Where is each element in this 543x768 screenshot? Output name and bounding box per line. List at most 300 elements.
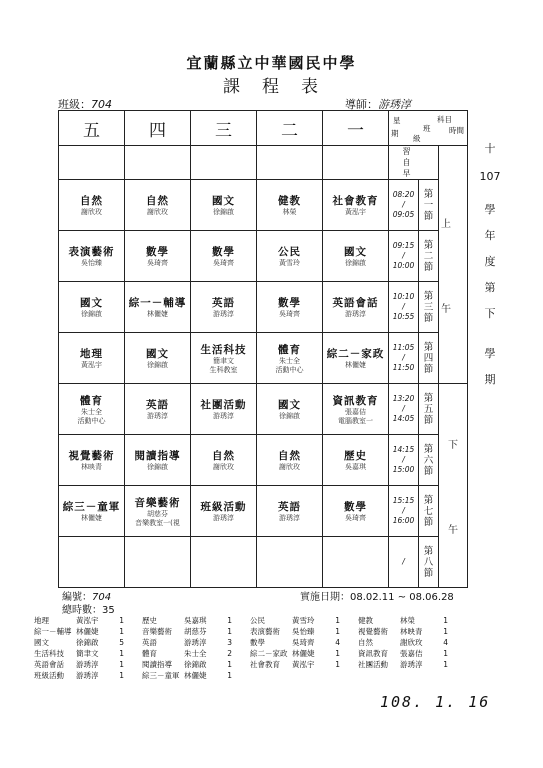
class-cell [125,231,191,282]
teacher-name: 徐錦啟 [279,412,300,420]
subject-name: 資訊教育 [332,394,379,407]
summary-subject: 綜一－輔導 [34,627,72,636]
teacher-name: 電腦教室一 [338,416,373,425]
corner-label: 期 [391,129,399,138]
summary-count: 1 [443,649,448,658]
period-char: 節 [423,312,434,324]
period-time [389,384,419,435]
time-sep: / [402,404,405,413]
class-cell [191,384,257,435]
corner-label: 級 [413,134,421,143]
summary-gap [128,615,142,626]
teacher-name: 胡慈芬 [147,509,168,518]
class-cell [323,231,389,282]
summary-subject: 數學 [250,638,265,647]
class-cell [59,384,125,435]
teacher-name: 生科教室 [209,365,238,374]
summary-teacher: 張嘉佶 [400,649,423,658]
empty-cell [257,537,323,588]
summary-subject: 生活科技 [34,649,64,658]
summary-gap [128,659,142,670]
class-cell [125,435,191,486]
summary-subject: 表演藝術 [250,627,280,636]
class-cell [125,333,191,384]
summary-subject: 英語 [142,638,157,647]
time-sep: / [402,506,405,515]
subject-name: 健教 [278,195,301,207]
subject-name: 社團活動 [200,399,247,411]
class-cell [125,384,191,435]
class-cell [191,282,257,333]
summary-teacher: 林儷婕 [76,627,99,636]
day-header: 四 [125,111,191,146]
school-year-column [478,140,502,397]
period-time [389,333,419,384]
class-cell [59,282,125,333]
summary-count: 5 [119,638,124,647]
summary-row [34,637,504,648]
period-time [389,180,419,231]
subject-name: 音樂藝術 [134,496,181,509]
summary-teacher: 林儷婕 [184,671,207,680]
summary-teacher: 吳嘉琪 [184,616,207,625]
summary-gap [236,659,250,670]
class-cell [191,435,257,486]
teacher-name: 吳怡臻 [81,259,102,267]
period-time [389,486,419,537]
subject-name: 體育 [278,343,301,356]
teacher-name: 林儷婕 [81,514,102,522]
subject-name: 數學 [146,246,169,258]
period-char: 節 [423,567,434,579]
period-char: 第 [423,239,434,251]
year-char: 期 [484,373,496,386]
summary-teacher: 林榮 [400,616,415,625]
corner-cell [389,111,468,146]
teacher-name: 林榮 [282,208,297,216]
summary-count: 1 [227,627,232,636]
subject-name: 綜三－童軍 [62,501,121,513]
summary-subject: 歷史 [142,616,157,625]
teacher-name: 黃泓宇 [345,208,366,216]
summary-count: 4 [443,638,448,647]
subject-name: 國文 [212,195,235,207]
teacher-name: 吳嘉琪 [345,463,366,471]
teacher-name: 謝欣玫 [213,463,234,471]
corner-label: 班 [423,124,431,133]
class-cell [191,486,257,537]
subject-name: 國文 [344,246,367,258]
subject-name: 自然 [212,450,235,462]
time-text: 10:10 [392,292,415,301]
teacher-name: 吳琦齊 [213,259,234,267]
summary-subject: 自然 [358,638,373,647]
year-char: 年 [484,229,496,242]
summary-count: 3 [227,638,232,647]
summary-teacher: 黃泓宇 [292,660,315,669]
summary-row [34,626,504,637]
period-char: 八 [423,556,434,568]
teacher-name: 謝欣玫 [147,208,168,216]
period-time [389,435,419,486]
footer-total [62,601,115,616]
empty-cell [191,537,257,588]
summary-gap [452,626,466,637]
subject-name: 班級活動 [200,501,247,513]
period-side-am [439,146,468,384]
summary-subject: 綜二－家政 [250,649,288,658]
year-char: 107 [479,170,501,183]
date-label: 實施日期： [300,592,350,603]
summary-count: 1 [119,627,124,636]
class-cell [191,333,257,384]
summary-teacher: 徐錦啟 [184,660,207,669]
summary-gap [128,637,142,648]
period-char: 第 [423,290,434,302]
class-cell [323,435,389,486]
summary-row [34,648,504,659]
summary-gap [128,648,142,659]
subject-name: 數學 [278,297,301,309]
class-cell [59,486,125,537]
teacher-name: 謝欣玫 [81,208,102,216]
day-header: 三 [191,111,257,146]
subject-name: 公民 [278,246,301,258]
summary-teacher: 黃泓宇 [76,616,99,625]
teacher-name: 簡聿文 [213,356,234,365]
class-cell [323,384,389,435]
time-sep: / [402,251,405,260]
summary-gap [344,615,358,626]
period-char: 節 [423,414,434,426]
subject-name: 視覺藝術 [68,450,115,462]
teacher-name: 吳琦齊 [279,310,300,318]
summary-subject: 資訊教育 [358,649,388,658]
summary-gap [344,659,358,670]
summary-gap [236,670,250,681]
day-header: 五 [59,111,125,146]
time-text: 13:20 [392,394,415,403]
teacher-name: 游琇淳 [213,412,234,420]
time-text: 15:00 [392,465,415,474]
teacher-name: 黃泓宇 [81,361,102,369]
year-char: 學 [484,203,496,216]
period-char: 七 [423,505,434,517]
time-sep: / [402,455,405,464]
class-cell [257,282,323,333]
class-cell [125,282,191,333]
teacher-name: 徐錦啟 [147,361,168,369]
teacher-name: 林儷婕 [147,310,168,318]
document-title: 課程表 [223,77,340,97]
class-cell [125,180,191,231]
summary-teacher: 徐錦啟 [76,638,99,647]
summary-count: 1 [335,616,340,625]
teacher-name: 吳琦齊 [147,259,168,267]
summary-subject: 閱讀指導 [142,660,172,669]
teacher-name: 徐錦啟 [81,310,102,318]
summary-subject: 音樂藝術 [142,627,172,636]
time-text: 16:00 [392,516,415,525]
subject-name: 自然 [278,450,301,462]
code-label: 編號： [62,592,92,603]
time-text: 09:15 [392,241,415,250]
teacher-name: 游琇淳 [147,412,168,420]
summary-teacher: 林映青 [400,627,423,636]
noon-label: 午 [441,303,465,315]
subject-name: 數學 [212,246,235,258]
subject-name: 英語 [146,399,169,411]
summary-subject: 健教 [358,616,373,625]
time-sep: / [402,353,405,362]
teacher-name: 張嘉佶 [345,407,366,416]
summary-gap [236,648,250,659]
teacher-name: 朱士全 [81,407,102,416]
pm-label: 下 [448,439,458,451]
am-label: 上 [441,218,465,230]
subject-name: 英語 [278,501,301,513]
period-char: 節 [423,516,434,528]
subject-name: 數學 [344,501,367,513]
time-text: 10:00 [392,261,415,270]
corner-label: 時間 [449,126,464,135]
morning-cell [191,146,257,180]
subject-summary [34,615,504,681]
class-cell [257,333,323,384]
period-label [419,384,439,435]
subject-name: 國文 [146,348,169,360]
class-label: 班級： [58,98,91,111]
corner-label: 星 [393,116,401,125]
period-label [419,231,439,282]
subject-name: 自然 [146,195,169,207]
date-stamp: 108. 1. 16 [380,693,491,711]
period-char: 第 [423,494,434,506]
day-header: 一 [323,111,389,146]
period-char: 二 [423,250,434,262]
period-char: 節 [423,210,434,222]
summary-teacher: 游琇淳 [184,638,207,647]
summary-subject: 社會教育 [250,660,280,669]
subject-name: 社會教育 [332,195,379,207]
empty-cell [59,537,125,588]
summary-gap [128,670,142,681]
subject-name: 生活科技 [200,343,247,356]
class-value: 704 [91,98,112,111]
subject-name: 歷史 [344,450,367,462]
summary-count: 1 [119,616,124,625]
teacher-name: 活動中心 [77,416,106,425]
period-char: 節 [423,465,434,477]
year-char: 度 [484,255,496,268]
school-name: 宜蘭縣立中華國民中學 [186,54,357,72]
summary-count: 1 [335,660,340,669]
summary-count: 1 [443,616,448,625]
class-cell [323,486,389,537]
year-char: 下 [484,307,496,320]
period-label [419,282,439,333]
pm2-label: 午 [448,524,458,536]
summary-gap [452,659,466,670]
period-char: 節 [423,261,434,273]
summary-teacher: 林儷婕 [292,649,315,658]
summary-subject: 綜三－童軍 [142,671,180,680]
class-cell [257,435,323,486]
time-text: 15:15 [392,496,415,505]
summary-subject: 國文 [34,638,49,647]
class-cell [59,435,125,486]
year-char: 十 [484,142,496,155]
summary-count: 1 [443,660,448,669]
morning-cell [125,146,191,180]
summary-row [34,670,504,681]
teacher-name: 活動中心 [275,365,304,374]
summary-gap [344,626,358,637]
summary-teacher: 游琇淳 [76,660,99,669]
class-cell [191,180,257,231]
time-text: / [402,557,405,566]
class-cell [323,333,389,384]
teacher-name: 徐錦啟 [147,463,168,471]
subject-name: 英語會話 [332,297,379,309]
time-sep: / [402,200,405,209]
period-char: 三 [423,301,434,313]
code-value: 704 [92,592,112,603]
teacher-name: 黃雪玲 [279,259,300,267]
class-cell [59,333,125,384]
class-cell [257,231,323,282]
class-cell [257,486,323,537]
summary-gap [452,615,466,626]
time-text: 10:55 [392,312,415,321]
summary-count: 2 [227,649,232,658]
period-char: 五 [423,403,434,415]
subject-name: 綜二－家政 [326,348,385,360]
teacher-name: 吳琦齊 [345,514,366,522]
class-cell [257,180,323,231]
period-side-pm [439,384,468,588]
class-cell [125,486,191,537]
class-cell [191,231,257,282]
time-sep: / [402,302,405,311]
period-label [419,333,439,384]
summary-gap [236,626,250,637]
morning-cell [257,146,323,180]
teacher-name: 林儷婕 [345,361,366,369]
summary-count: 1 [227,660,232,669]
period-time [389,231,419,282]
summary-subject: 視覺藝術 [358,627,388,636]
period-label [419,486,439,537]
summary-gap [128,626,142,637]
time-text: 14:15 [392,445,415,454]
summary-count: 1 [443,627,448,636]
summary-count: 1 [119,649,124,658]
teacher-name: 音樂教室一(視 [135,518,180,527]
summary-gap [452,637,466,648]
summary-teacher: 謝欣玫 [400,638,423,647]
summary-subject: 地理 [34,616,49,625]
teacher-name: 徐錦啟 [345,259,366,267]
year-char: 第 [484,281,496,294]
footer-date [300,588,454,603]
empty-cell [323,537,389,588]
period-char: 第 [423,443,434,455]
date-value: 08.02.11 ~ 08.06.28 [350,592,454,603]
summary-count: 1 [119,660,124,669]
corner-labels [389,111,467,145]
teacher-name: 游琇淳 [345,310,366,318]
time-text: 09:05 [392,210,415,219]
period-char: 第 [423,188,434,200]
period-char: 第 [423,341,434,353]
teacher-name: 謝欣玫 [279,463,300,471]
time-text: 08:20 [392,190,415,199]
summary-subject: 英語會話 [34,660,64,669]
morning-cell [59,146,125,180]
time-text: 11:05 [392,343,415,352]
teacher-name: 林映青 [81,463,102,471]
timetable [58,110,468,588]
summary-teacher: 游琇淳 [400,660,423,669]
summary-subject: 公民 [250,616,265,625]
summary-count: 1 [119,671,124,680]
teacher-name: 游琇淳 [213,310,234,318]
summary-count: 1 [227,616,232,625]
total-label: 總時數： [62,605,102,616]
summary-count: 4 [335,638,340,647]
summary-teacher: 游琇淳 [76,671,99,680]
period-char: 一 [423,199,434,211]
subject-name: 國文 [278,399,301,411]
subject-name: 自然 [80,195,103,207]
summary-row [34,659,504,670]
summary-count: 1 [335,627,340,636]
teacher-name: 徐錦啟 [213,208,234,216]
summary-gap [344,637,358,648]
period-char: 節 [423,363,434,375]
class-cell [323,282,389,333]
class-cell [59,180,125,231]
morning-label: 習 自 早 [389,146,439,180]
class-cell [59,231,125,282]
class-cell [323,180,389,231]
subject-name: 綜一－輔導 [128,297,187,309]
summary-count: 1 [335,649,340,658]
subject-name: 地理 [80,348,103,360]
summary-subject: 班級活動 [34,671,64,680]
corner-label: 科目 [437,115,452,124]
period-time [389,282,419,333]
summary-teacher: 朱士全 [184,649,207,658]
total-value: 35 [102,605,115,616]
empty-cell [125,537,191,588]
summary-gap [452,648,466,659]
year-char: 學 [484,347,496,360]
period-char: 六 [423,454,434,466]
time-text: 14:05 [392,414,415,423]
teacher-name: 游琇淳 [279,514,300,522]
subject-name: 體育 [80,394,103,407]
period-label [419,435,439,486]
period-char: 第 [423,545,434,557]
teacher-name: 游琇淳 [213,514,234,522]
summary-subject: 體育 [142,649,157,658]
summary-teacher: 吳琦齊 [292,638,315,647]
period-time [389,537,419,588]
summary-teacher: 黃雪玲 [292,616,315,625]
class-cell [257,384,323,435]
